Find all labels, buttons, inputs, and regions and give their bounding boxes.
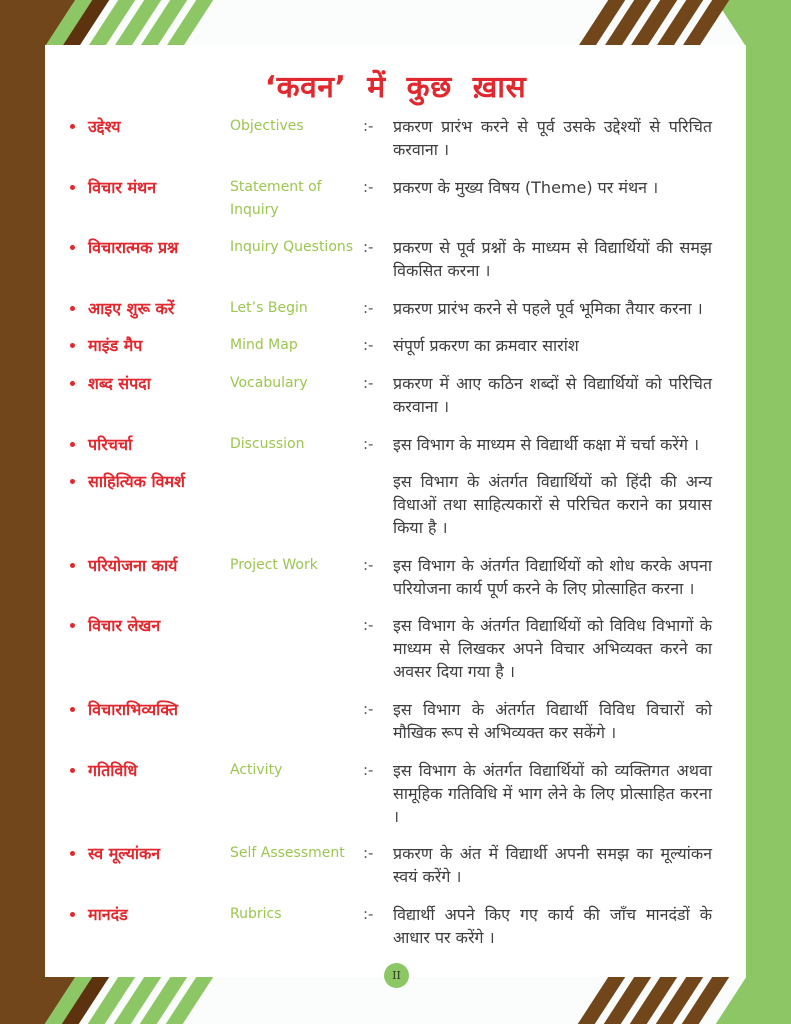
colon-separator: :-: [363, 336, 374, 355]
feature-description: इस विभाग के अंतर्गत विद्यार्थियों को हिंदी की अन्य विधाओं तथा साहित्यकारों से परिचित कराने का प्रयास किया है ।: [393, 472, 712, 538]
bullet-icon: [70, 124, 75, 129]
feature-row: [70, 176, 712, 222]
colon-separator: :-: [363, 700, 374, 719]
feature-row: [70, 334, 712, 357]
bullet-icon: [70, 563, 75, 568]
feature-row: [70, 470, 712, 539]
page-content: [45, 45, 746, 977]
feature-row: [70, 842, 712, 888]
corner-block-bottom-right: [716, 977, 791, 1024]
feature-row: [70, 372, 712, 418]
page-number-badge: [384, 963, 409, 988]
feature-row: [70, 903, 712, 949]
feature-term-hindi: उद्देश्य: [88, 117, 121, 136]
features-list: [70, 115, 712, 949]
feature-term-english: Discussion: [230, 435, 305, 452]
feature-row: [70, 554, 712, 600]
bullet-icon: [70, 707, 75, 712]
feature-term-english: Activity: [230, 761, 283, 778]
corner-block-top-right: [716, 0, 791, 47]
bullet-icon: [70, 479, 75, 484]
feature-term-english: Self Assessment: [230, 845, 345, 862]
feature-description: इस विभाग के माध्यम से विद्यार्थी कक्षा में चर्चा करेंगे ।: [393, 434, 700, 454]
feature-description: इस विभाग के अंतर्गत विद्यार्थियों को व्यक्तिगत अथवा सामूहिक गतिविधि में भाग लेने के लिए प्रोत्साहित करना ।: [393, 760, 712, 826]
page-title: ‘कवन’ में कुछ ख़ास: [264, 70, 527, 105]
feature-term-hindi: परिचर्चा: [88, 434, 133, 454]
feature-term-hindi: माइंड मैप: [88, 336, 143, 356]
colon-separator: :-: [363, 555, 374, 574]
feature-term-hindi: गतिविधि: [88, 760, 138, 780]
feature-description: प्रकरण के मुख्य विषय (Theme) पर मंथन ।: [393, 177, 659, 197]
feature-term-english: Mind Map: [230, 337, 298, 354]
bullet-icon: [70, 623, 75, 628]
left-border-bar: [0, 0, 45, 1024]
feature-description: संपूर्ण प्रकरण का क्रमवार सारांश: [393, 336, 579, 356]
feature-row: [70, 236, 712, 282]
feature-term-english: Objectives: [230, 118, 304, 134]
feature-term-hindi: विचाराभिव्यक्ति: [88, 700, 179, 720]
feature-row: [70, 698, 712, 744]
feature-term-hindi: विचार मंथन: [88, 177, 157, 197]
right-border-bar: [746, 0, 791, 1024]
feature-term-hindi: मानदंड: [88, 904, 128, 924]
feature-term-english: Project Work: [230, 556, 318, 573]
feature-term-hindi: साहित्यिक विमर्श: [88, 472, 186, 492]
feature-description: प्रकरण में आए कठिन शब्दों से विद्यार्थियों को परिचित करवाना ।: [393, 374, 712, 417]
bullet-icon: [70, 185, 75, 190]
colon-separator: :-: [363, 434, 374, 453]
bullet-icon: [70, 851, 75, 856]
feature-term-hindi: विचार लेखन: [88, 616, 161, 636]
feature-description: प्रकरण प्रारंभ करने से पहले पूर्व भूमिका तैयार करना ।: [393, 298, 703, 318]
feature-description: प्रकरण प्रारंभ करने से पूर्व उसके उद्देश्यों से परिचित करवाना ।: [393, 117, 712, 159]
colon-separator: :-: [363, 374, 374, 393]
feature-term-hindi: आइए शुरू करें: [88, 298, 175, 318]
page-number: II: [392, 969, 401, 982]
feature-term-hindi: स्व मूल्यांकन: [88, 844, 161, 864]
feature-term-hindi: परियोजना कार्य: [88, 555, 178, 575]
colon-separator: :-: [363, 238, 374, 257]
bullet-icon: [70, 912, 75, 917]
bullet-icon: [70, 306, 75, 311]
feature-description: इस विभाग के अंतर्गत विद्यार्थियों को शोध करके अपना परियोजना कार्य पूर्ण करने के लिए प्रोत्साहित करना ।: [393, 555, 712, 598]
feature-term-english: Inquiry Questions: [230, 239, 354, 256]
bullet-icon: [70, 381, 75, 386]
feature-row: [70, 759, 712, 828]
feature-description: विद्यार्थी अपने किए गए कार्य की जाँच मानदंडों के आधार पर करेंगे ।: [393, 904, 712, 947]
bullet-icon: [70, 442, 75, 447]
feature-row: [70, 614, 712, 683]
colon-separator: :-: [363, 760, 374, 779]
feature-description: प्रकरण के अंत में विद्यार्थी अपनी समझ का मूल्यांकन स्वयं करेंगे ।: [393, 844, 712, 887]
colon-separator: :-: [363, 117, 374, 135]
bullet-icon: [70, 343, 75, 348]
feature-term-english: Let’s Begin: [230, 299, 308, 316]
bullet-icon: [70, 245, 75, 250]
feature-term-hindi: विचारात्मक प्रश्न: [88, 238, 179, 258]
feature-term-hindi: शब्द संपदा: [88, 374, 151, 394]
colon-separator: :-: [363, 844, 374, 863]
bullet-icon: [70, 768, 75, 773]
colon-separator: :-: [363, 904, 374, 923]
colon-separator: :-: [363, 177, 374, 196]
feature-row: [70, 115, 712, 161]
colon-separator: :-: [363, 616, 374, 635]
feature-row: [70, 433, 712, 456]
feature-description: प्रकरण से पूर्व प्रश्नों के माध्यम से विद्यार्थियों की समझ विकसित करना ।: [393, 238, 712, 281]
feature-row: [70, 297, 712, 320]
feature-term-english: Statement of Inquiry: [230, 178, 322, 218]
feature-term-english: Vocabulary: [230, 375, 308, 392]
feature-description: इस विभाग के अंतर्गत विद्यार्थियों को विविध विभागों के माध्यम से लिखकर अपने विचार अभिव्यक्त करने का अवसर दिया गया है ।: [393, 616, 712, 682]
colon-separator: :-: [363, 298, 374, 317]
feature-term-english: Rubrics: [230, 905, 282, 922]
feature-description: इस विभाग के अंतर्गत विद्यार्थी विविध विचारों को मौखिक रूप से अभिव्यक्त कर सकेंगे ।: [393, 700, 712, 743]
